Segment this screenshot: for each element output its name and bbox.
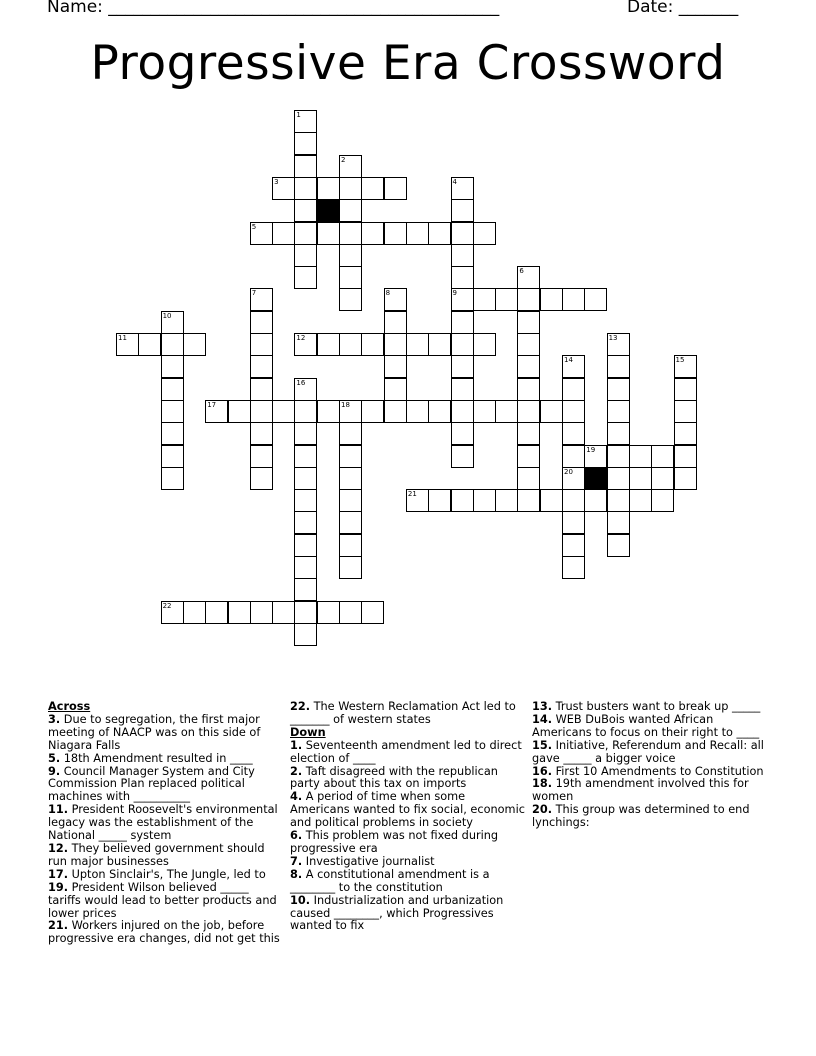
clue-number: 2 [341,155,346,164]
grid-cell[interactable] [339,222,362,245]
clue-number: 13 [608,334,618,342]
clue-text: A constitutional amendment is a ________ to the constitution [290,867,490,894]
grid-cell[interactable] [562,467,585,490]
clue-number-label: 3. [48,712,61,726]
grid-cell[interactable] [339,556,362,579]
down-clue [290,766,526,792]
grid-cell[interactable] [651,467,674,490]
grid-cell[interactable] [451,422,474,445]
grid-cell[interactable] [250,222,273,245]
grid-cell[interactable] [451,177,474,200]
grid-cell[interactable] [607,333,630,356]
grid-cell[interactable] [428,489,451,512]
grid-cell[interactable] [607,400,630,423]
clue-number: 15 [675,356,685,365]
grid-cell[interactable] [272,222,295,245]
down-clue [290,740,526,766]
clue-number: 12 [296,334,306,342]
clue-number-label: 7. [290,854,303,868]
clue-text: President Roosevelt's environmental legacy was the establishment of the National _____ system [48,803,278,843]
grid-cell[interactable] [294,177,317,200]
grid-cell[interactable] [451,333,474,356]
grid-cell[interactable] [183,601,206,624]
grid-cell[interactable] [250,467,273,490]
grid-cell[interactable] [294,445,317,468]
grid-cell[interactable] [607,511,630,534]
clue-text: First 10 Amendments to Constitution [555,764,764,778]
grid-cell[interactable] [250,355,273,378]
clue-number: 17 [207,400,217,409]
down-clue [532,740,768,766]
grid-cell[interactable] [250,378,273,401]
grid-cell[interactable] [428,400,451,423]
grid-cell[interactable] [317,400,340,423]
grid-cell[interactable] [495,400,518,423]
name-label: Name: ______________________________________________ [47,0,500,17]
grid-cell[interactable] [629,489,652,512]
grid-cell[interactable] [451,311,474,334]
down-clue [290,791,526,830]
grid-cell[interactable] [272,400,295,423]
grid-cell[interactable] [629,467,652,490]
grid-cell[interactable] [517,467,540,490]
grid-cell[interactable] [384,288,407,311]
grid-cell[interactable] [674,355,697,378]
down-clue [290,895,526,934]
grid-cell[interactable] [161,601,184,624]
clue-number-label: 1. [290,738,303,752]
grid-cell[interactable] [562,445,585,468]
grid-cell[interactable] [161,333,184,356]
grid-cell[interactable] [339,601,362,624]
page-title: Progressive Era Crossword [90,36,726,91]
clue-number-label: 14. [532,712,553,726]
clue-number-label: 4. [290,790,303,804]
grid-cell[interactable] [473,222,496,245]
clue-text: Trust busters want to break up _____ [555,700,761,713]
clue-text: Workers injured on the job, before progressive era changes, did not get this [48,919,280,946]
grid-cell[interactable] [317,222,340,245]
grid-cell[interactable] [294,110,317,133]
grid-cell[interactable] [495,489,518,512]
down-clue [532,804,768,830]
grid-cell[interactable] [473,489,496,512]
across-clue [48,882,284,921]
grid-cell[interactable] [294,222,317,245]
clue-text: Seventeenth amendment led to direct election of ____ [290,738,522,765]
clues-column-1 [48,701,284,946]
clue-number-label: 13. [532,700,553,713]
grid-cell[interactable] [339,445,362,468]
grid-cell[interactable] [161,467,184,490]
grid-cell[interactable] [361,400,384,423]
grid-cell[interactable] [250,400,273,423]
clue-text: This group was determined to end lynchings: [532,803,750,830]
clues-column-3 [532,701,768,830]
grid-cell[interactable] [294,556,317,579]
grid-cell[interactable] [562,534,585,557]
clue-text: 18th Amendment resulted in ____ [63,751,253,765]
grid-cell[interactable] [339,511,362,534]
clue-number: 16 [296,378,306,387]
clue-text: WEB DuBois wanted African Americans to focus on their right to ____ [532,712,760,739]
grid-cell[interactable] [473,400,496,423]
grid-cell[interactable] [451,378,474,401]
clue-number: 14 [564,356,573,365]
grid-cell[interactable] [339,288,362,311]
grid-cell[interactable] [361,177,384,200]
grid-cell[interactable] [517,422,540,445]
grid-cell[interactable] [428,333,451,356]
grid-cell[interactable] [473,288,496,311]
grid-cell[interactable] [228,601,251,624]
grid-cell[interactable] [451,266,474,289]
grid-cell[interactable] [495,288,518,311]
grid-cell[interactable] [272,601,295,624]
black-cell [317,199,340,222]
down-clue [532,778,768,804]
grid-cell[interactable] [451,400,474,423]
grid-cell[interactable] [272,177,295,200]
grid-cell[interactable] [517,266,540,289]
clue-text: Initiative, Referendum and Recall: all gave _____ a bigger voice [532,738,764,765]
grid-cell[interactable] [562,355,585,378]
clue-number: 21 [407,490,417,499]
grid-cell[interactable] [562,489,585,512]
grid-cell[interactable] [384,333,407,356]
grid-cell[interactable] [562,288,585,311]
grid-cell[interactable] [339,534,362,557]
clue-number: 22 [162,601,172,610]
grid-cell[interactable] [406,489,429,512]
clue-number: 5 [251,222,257,231]
grid-cell[interactable] [674,422,697,445]
grid-cell[interactable] [584,288,607,311]
black-cell [584,467,607,490]
grid-cell[interactable] [161,422,184,445]
grid-cell[interactable] [183,333,206,356]
across-clue [48,766,284,805]
grid-cell[interactable] [384,311,407,334]
clue-number: 11 [118,334,127,342]
clue-text: This problem was not fixed during progressive era [290,829,499,855]
clue-text: Investigative journalist [305,854,435,868]
grid-cell[interactable] [473,333,496,356]
grid-cell[interactable] [540,288,563,311]
down-heading: Down [290,725,326,739]
across-heading: Across [48,700,91,713]
grid-cell[interactable] [250,601,273,624]
grid-cell[interactable] [294,467,317,490]
across-clue [290,701,526,727]
clue-number: 20 [564,467,573,476]
grid-cell[interactable] [294,511,317,534]
clue-text: Due to segregation, the first major meeting of NAACP was on this side of Niagara Falls [48,712,261,752]
clue-number-label: 2. [290,764,303,778]
grid-cell[interactable] [361,222,384,245]
grid-cell[interactable] [607,422,630,445]
grid-cell[interactable] [361,601,384,624]
grid-cell[interactable] [607,467,630,490]
down-clue [290,869,526,895]
clue-number-label: 17. [48,867,69,881]
grid-cell[interactable] [294,199,317,222]
grid-cell[interactable] [250,311,273,334]
grid-cell[interactable] [451,244,474,267]
clue-number-label: 15. [532,738,553,752]
clue-number: 4 [452,177,457,186]
grid-cell[interactable] [294,623,317,646]
clue-number-label: 21. [48,919,69,933]
clue-number: 6 [519,267,524,276]
clue-text: 19th amendment involved this for women [532,777,749,804]
grid-cell[interactable] [384,222,407,245]
grid-cell[interactable] [428,222,451,245]
clue-number: 19 [586,445,596,454]
grid-cell[interactable] [294,244,317,267]
grid-cell[interactable] [607,355,630,378]
clue-text: Council Manager System and City Commission Plan replaced political machines with __________ [48,764,255,804]
grid-cell[interactable] [384,378,407,401]
grid-cell[interactable] [406,333,429,356]
grid-cell[interactable] [205,400,228,423]
clue-number: 8 [385,289,391,298]
grid-cell[interactable] [138,333,161,356]
grid-cell[interactable] [339,489,362,512]
grid-cell[interactable] [294,266,317,289]
grid-cell[interactable] [294,534,317,557]
clue-text: Upton Sinclair's, The Jungle, led to [71,867,266,881]
clue-number: 7 [251,289,257,298]
grid-cell[interactable] [294,422,317,445]
grid-cell[interactable] [384,177,407,200]
grid-cell[interactable] [339,266,362,289]
grid-cell[interactable] [339,333,362,356]
grid-cell[interactable] [607,489,630,512]
grid-cell[interactable] [674,378,697,401]
grid-cell[interactable] [517,311,540,334]
grid-cell[interactable] [674,445,697,468]
clue-text: They believed government should run major businesses [48,841,265,868]
grid-cell[interactable] [161,400,184,423]
grid-cell[interactable] [339,244,362,267]
grid-cell[interactable] [250,288,273,311]
grid-cell[interactable] [116,333,139,356]
grid-cell[interactable] [317,333,340,356]
grid-cell[interactable] [384,355,407,378]
grid-cell[interactable] [294,132,317,155]
grid-cell[interactable] [629,445,652,468]
grid-cell[interactable] [607,378,630,401]
clue-number-label: 8. [290,867,303,881]
grid-cell[interactable] [250,422,273,445]
grid-cell[interactable] [339,199,362,222]
across-clue [48,920,284,946]
down-clue [532,714,768,740]
grid-cell[interactable] [451,199,474,222]
clue-number-label: 16. [532,764,553,778]
clue-number: 9 [452,289,457,298]
clue-number-label: 20. [532,803,553,817]
grid-cell[interactable] [161,378,184,401]
grid-cell[interactable] [250,445,273,468]
grid-cell[interactable] [674,400,697,423]
grid-cell[interactable] [294,155,317,178]
grid-cell[interactable] [562,511,585,534]
grid-cell[interactable] [517,355,540,378]
grid-cell[interactable] [228,400,251,423]
date-label: Date: _______ [627,0,739,17]
grid-cell[interactable] [161,355,184,378]
grid-cell[interactable] [406,400,429,423]
grid-cell[interactable] [517,445,540,468]
clue-number: 1 [296,111,301,119]
clue-number-label: 10. [290,893,311,907]
grid-cell[interactable] [339,155,362,178]
grid-cell[interactable] [339,467,362,490]
grid-cell[interactable] [562,378,585,401]
grid-cell[interactable] [562,422,585,445]
grid-cell[interactable] [584,445,607,468]
grid-cell[interactable] [294,578,317,601]
grid-cell[interactable] [294,400,317,423]
grid-cell[interactable] [540,489,563,512]
clue-number-label: 11. [48,803,69,817]
clue-number-label: 22. [290,700,311,713]
grid-cell[interactable] [451,222,474,245]
grid-cell[interactable] [451,355,474,378]
grid-cell[interactable] [339,177,362,200]
grid-cell[interactable] [161,445,184,468]
grid-cell[interactable] [517,288,540,311]
clue-text: President Wilson believed _____ tariffs would lead to better products and lower prices [48,880,277,920]
grid-cell[interactable] [339,400,362,423]
grid-cell[interactable] [651,489,674,512]
clue-number-label: 18. [532,777,553,791]
grid-cell[interactable] [361,333,384,356]
across-clue [48,714,284,753]
grid-cell[interactable] [562,556,585,579]
grid-cell[interactable] [406,222,429,245]
grid-cell[interactable] [317,177,340,200]
grid-cell[interactable] [384,400,407,423]
grid-cell[interactable] [294,333,317,356]
grid-cell[interactable] [517,400,540,423]
grid-cell[interactable] [250,333,273,356]
grid-cell[interactable] [451,445,474,468]
grid-cell[interactable] [294,601,317,624]
clue-number: 10 [162,311,172,320]
clue-number-label: 12. [48,841,69,855]
grid-cell[interactable] [517,378,540,401]
grid-cell[interactable] [294,489,317,512]
across-clue [48,804,284,843]
clue-text: The Western Reclamation Act led to _______ of western states [290,700,516,726]
grid-cell[interactable] [584,489,607,512]
clue-text: Taft disagreed with the republican party about this tax on imports [290,764,498,791]
grid-cell[interactable] [540,400,563,423]
clue-number-label: 6. [290,829,303,843]
clue-number: 18 [341,400,350,409]
grid-cell[interactable] [517,489,540,512]
grid-cell[interactable] [317,601,340,624]
grid-cell[interactable] [651,445,674,468]
clue-number-label: 9. [48,764,61,778]
clue-number-label: 5. [48,751,61,765]
grid-cell[interactable] [451,288,474,311]
across-clue [48,843,284,869]
grid-cell[interactable] [451,489,474,512]
grid-cell[interactable] [339,422,362,445]
clue-text: A period of time when some Americans wanted to fix social, economic and political problems in society [290,790,525,830]
grid-cell[interactable] [205,601,228,624]
clue-number: 3 [274,177,279,186]
clue-number-label: 19. [48,880,69,894]
grid-cell[interactable] [562,400,585,423]
clues-column-2 [290,701,526,933]
grid-cell[interactable] [607,534,630,557]
clue-text: Industrialization and urbanization caused ________, which Progressives wanted to fix [290,893,504,933]
grid-cell[interactable] [674,467,697,490]
grid-cell[interactable] [161,311,184,334]
grid-cell[interactable] [517,333,540,356]
grid-cell[interactable] [607,445,630,468]
grid-cell[interactable] [294,378,317,401]
down-clue [290,830,526,856]
